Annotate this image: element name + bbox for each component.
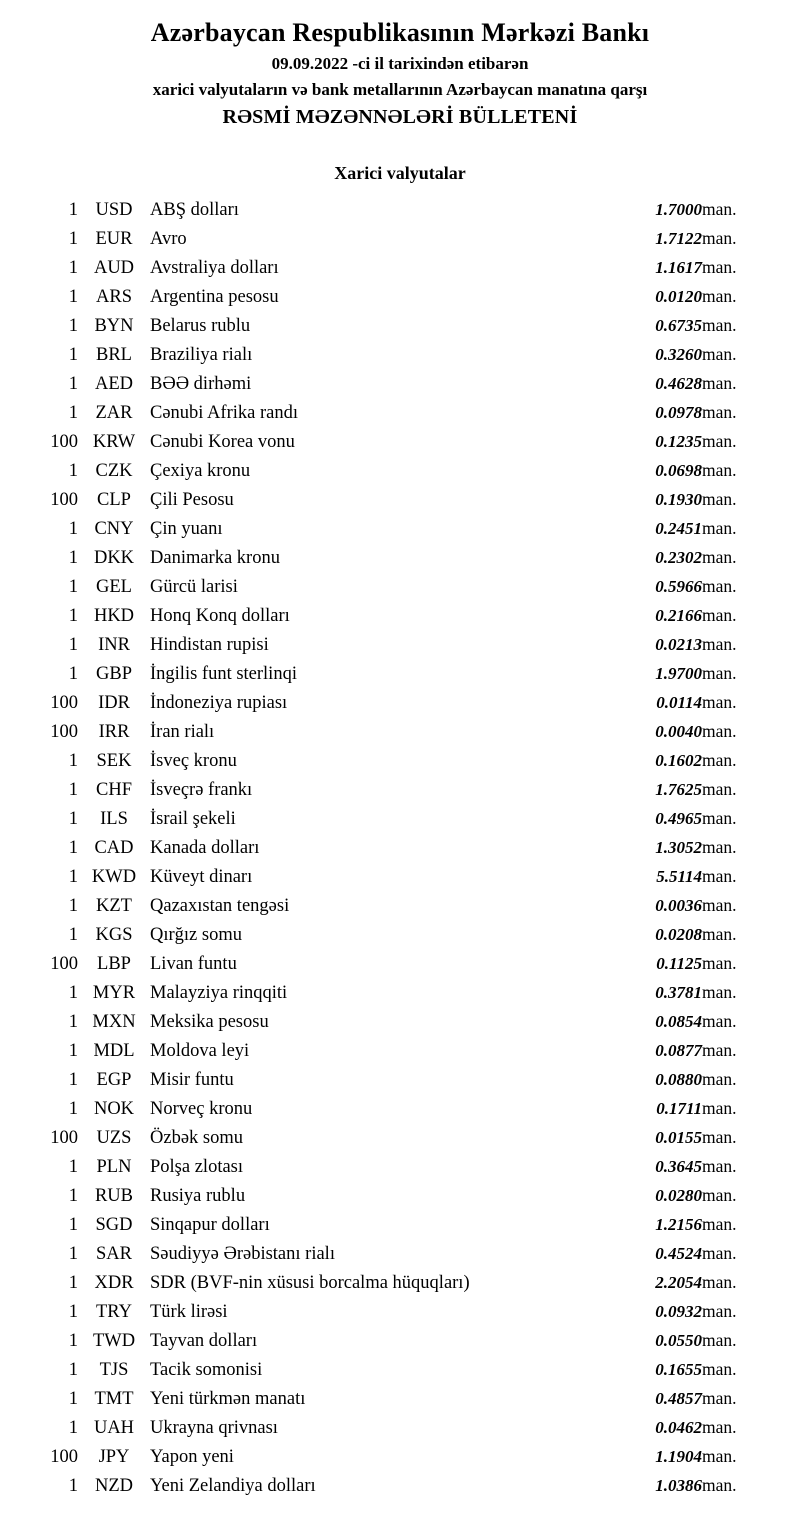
currency-amount: 100 <box>50 692 78 713</box>
currency-code: AUD <box>93 257 135 278</box>
currency-amount: 1 <box>68 1301 78 1322</box>
table-row <box>20 1443 780 1472</box>
table-row <box>20 805 780 834</box>
currency-code: BYN <box>94 315 134 336</box>
currency-name: Türk lirəsi <box>150 1301 228 1322</box>
currency-unit-label: man. <box>702 1155 737 1176</box>
currency-name: Yeni türkmən manatı <box>150 1388 306 1409</box>
currency-name: Kanada dolları <box>150 837 260 858</box>
currency-unit-label: man. <box>702 1097 737 1118</box>
currency-rate-value: 0.0114 <box>656 692 702 712</box>
currency-rate-value: 5.5114 <box>656 866 702 886</box>
currency-name: Polşa zlotası <box>150 1156 244 1177</box>
document-subtitle: xarici valyutaların və bank metallarının Azərbaycan manatına qarşı <box>152 79 648 99</box>
currency-amount: 1 <box>68 1359 78 1380</box>
currency-amount: 1 <box>68 779 78 800</box>
table-row <box>20 1211 780 1240</box>
currency-unit-label: man. <box>702 488 737 509</box>
currency-code: CHF <box>96 779 132 800</box>
currency-amount: 1 <box>68 605 78 626</box>
currency-unit-label: man. <box>702 720 737 741</box>
currency-name: Tacik somonisi <box>150 1359 263 1380</box>
currency-unit-label: man. <box>702 1416 737 1437</box>
table-row <box>20 834 780 863</box>
currency-name: Honq Konq dolları <box>150 605 290 626</box>
currency-amount: 1 <box>68 344 78 365</box>
table-row <box>20 312 780 341</box>
currency-name: Livan funtu <box>150 953 237 974</box>
currency-name: BƏƏ dirhəmi <box>150 373 252 394</box>
table-row <box>20 660 780 689</box>
currency-amount: 1 <box>68 982 78 1003</box>
currency-name: Çexiya kronu <box>150 460 251 481</box>
currency-rate-value: 0.0698 <box>655 460 702 480</box>
currency-code: MYR <box>92 982 136 1003</box>
currency-unit-label: man. <box>702 1126 737 1147</box>
currency-rate-value: 0.0036 <box>655 895 702 915</box>
currency-code: GEL <box>96 576 132 597</box>
currency-name: Norveç kronu <box>150 1098 253 1119</box>
currency-amount: 1 <box>68 1098 78 1119</box>
currency-code: ZAR <box>95 402 133 423</box>
currency-unit-label: man. <box>702 1242 737 1263</box>
currency-unit-label: man. <box>702 691 737 712</box>
currency-code: CLP <box>97 489 131 510</box>
currency-code: INR <box>98 634 130 655</box>
currency-unit-label: man. <box>702 749 737 770</box>
currency-rate-value: 0.2302 <box>655 547 702 567</box>
currency-amount: 1 <box>68 228 78 249</box>
table-row <box>20 1240 780 1269</box>
currency-rate-value: 0.0213 <box>655 634 702 654</box>
currency-name: Moldova leyi <box>150 1040 250 1061</box>
currency-rate-value: 0.1930 <box>655 489 702 509</box>
bulletin-heading: RƏSMİ MƏZƏNNƏLƏRİ BÜLLETENİ <box>222 105 578 128</box>
currency-code: CNY <box>94 518 134 539</box>
currency-amount: 100 <box>50 1127 78 1148</box>
table-row <box>20 1269 780 1298</box>
currency-unit-label: man. <box>702 981 737 1002</box>
currency-rate-value: 0.1711 <box>656 1098 702 1118</box>
currency-rate-value: 1.2156 <box>655 1214 702 1234</box>
table-row <box>20 863 780 892</box>
table-row <box>20 921 780 950</box>
table-row <box>20 225 780 254</box>
table-row <box>20 892 780 921</box>
table-row <box>20 457 780 486</box>
currency-code: ARS <box>96 286 132 307</box>
currency-unit-label: man. <box>702 1445 737 1466</box>
currency-rate-value: 0.0208 <box>655 924 702 944</box>
currency-code: HKD <box>93 605 135 626</box>
currency-amount: 100 <box>50 431 78 452</box>
currency-name: İsveçrə frankı <box>150 779 253 800</box>
table-row <box>20 1356 780 1385</box>
currency-amount: 1 <box>68 924 78 945</box>
currency-rate-value: 0.3781 <box>655 982 702 1002</box>
currency-name: Malayziya rinqqiti <box>150 982 288 1003</box>
currency-rate-value: 0.0978 <box>655 402 702 422</box>
table-row <box>20 486 780 515</box>
currency-name: Argentina pesosu <box>150 286 279 307</box>
currency-amount: 1 <box>68 1156 78 1177</box>
currency-unit-label: man. <box>702 807 737 828</box>
table-row <box>20 428 780 457</box>
table-row <box>20 776 780 805</box>
currency-unit-label: man. <box>702 1271 737 1292</box>
currency-name: Cənubi Afrika randı <box>150 402 298 423</box>
currency-code: XDR <box>94 1272 134 1293</box>
document-header <box>0 18 800 129</box>
table-row <box>20 1124 780 1153</box>
currency-name: Sinqapur dolları <box>150 1214 270 1235</box>
currency-rate-value: 1.1617 <box>655 257 702 277</box>
currency-name: Avstraliya dolları <box>150 257 279 278</box>
currency-rate-value: 1.7625 <box>655 779 702 799</box>
currency-code: NZD <box>94 1475 134 1496</box>
currency-name: Meksika pesosu <box>150 1011 269 1032</box>
table-row <box>20 399 780 428</box>
currency-name: Çin yuanı <box>150 518 223 539</box>
currency-unit-label: man. <box>702 952 737 973</box>
currency-rate-value: 1.3052 <box>655 837 702 857</box>
currency-amount: 1 <box>68 402 78 423</box>
currency-name: Gürcü larisi <box>150 576 238 597</box>
table-row <box>20 1153 780 1182</box>
currency-code: SAR <box>96 1243 132 1264</box>
currency-amount: 1 <box>68 576 78 597</box>
table-row <box>20 1298 780 1327</box>
currency-rate-value: 0.0280 <box>655 1185 702 1205</box>
currency-name: ABŞ dolları <box>150 199 239 220</box>
currency-name: Küveyt dinarı <box>150 866 253 887</box>
effective-date-line: 09.09.2022 -ci il tarixindən etibarən <box>271 53 529 73</box>
currency-rate-value: 0.4857 <box>655 1388 702 1408</box>
currency-code: KZT <box>96 895 132 916</box>
currency-name: Çili Pesosu <box>150 489 234 510</box>
currency-code: IRR <box>98 721 130 742</box>
currency-unit-label: man. <box>702 923 737 944</box>
currency-rate-value: 0.4628 <box>655 373 702 393</box>
currency-code: LBP <box>97 953 131 974</box>
currency-rate-value: 0.2166 <box>655 605 702 625</box>
table-row <box>20 1008 780 1037</box>
currency-unit-label: man. <box>702 1474 737 1495</box>
currency-rates-table <box>20 196 780 1501</box>
currency-code: AED <box>94 373 134 394</box>
currency-rate-value: 1.7122 <box>655 228 702 248</box>
currency-amount: 1 <box>68 547 78 568</box>
currency-unit-label: man. <box>702 401 737 422</box>
currency-amount: 1 <box>68 1185 78 1206</box>
currency-code: SGD <box>95 1214 133 1235</box>
currency-rate-value: 0.6735 <box>655 315 702 335</box>
currency-amount: 1 <box>68 257 78 278</box>
currency-rate-value: 0.5966 <box>655 576 702 596</box>
currency-code: CZK <box>95 460 133 481</box>
table-row <box>20 196 780 225</box>
currency-code: BRL <box>96 344 132 365</box>
currency-rate-value: 0.1602 <box>655 750 702 770</box>
currency-name: Qazaxıstan tengəsi <box>150 895 290 916</box>
currency-unit-label: man. <box>702 256 737 277</box>
currency-code: TJS <box>99 1359 129 1380</box>
currency-amount: 1 <box>68 286 78 307</box>
currency-rate-value: 0.0854 <box>655 1011 702 1031</box>
currency-amount: 1 <box>68 1272 78 1293</box>
table-row <box>20 950 780 979</box>
currency-name: Hindistan rupisi <box>150 634 269 655</box>
currency-rate-value: 0.0120 <box>655 286 702 306</box>
table-row <box>20 544 780 573</box>
currency-rate-value: 0.4524 <box>655 1243 702 1263</box>
currency-unit-label: man. <box>702 836 737 857</box>
currency-amount: 1 <box>68 837 78 858</box>
currency-rate-value: 1.0386 <box>655 1475 702 1495</box>
currency-rate-value: 0.0462 <box>655 1417 702 1437</box>
currency-rate-value: 0.0877 <box>655 1040 702 1060</box>
currency-amount: 1 <box>68 895 78 916</box>
currency-name: Cənubi Korea vonu <box>150 431 295 452</box>
currency-code: JPY <box>98 1446 130 1467</box>
currency-unit-label: man. <box>702 575 737 596</box>
table-row <box>20 1414 780 1443</box>
currency-name: Avro <box>150 228 187 249</box>
currency-code: EGP <box>96 1069 132 1090</box>
table-row <box>20 1472 780 1501</box>
table-row <box>20 515 780 544</box>
currency-unit-label: man. <box>702 517 737 538</box>
currency-amount: 1 <box>68 866 78 887</box>
currency-name: Yeni Zelandiya dolları <box>150 1475 316 1496</box>
currency-rate-value: 0.0550 <box>655 1330 702 1350</box>
page-title: Azərbaycan Respublikasının Mərkəzi Bankı <box>150 18 650 47</box>
currency-name: İndoneziya rupiası <box>150 692 288 713</box>
table-row <box>20 602 780 631</box>
currency-code: RUB <box>94 1185 134 1206</box>
currency-rate-value: 0.4965 <box>655 808 702 828</box>
table-row <box>20 1327 780 1356</box>
currency-name: Danimarka kronu <box>150 547 280 568</box>
currency-amount: 1 <box>68 1069 78 1090</box>
currency-amount: 1 <box>68 1214 78 1235</box>
currency-amount: 1 <box>68 1388 78 1409</box>
currency-amount: 100 <box>50 953 78 974</box>
currency-unit-label: man. <box>702 1039 737 1060</box>
currency-code: ILS <box>100 808 128 829</box>
currency-rate-value: 0.0040 <box>655 721 702 741</box>
currency-name: İngilis funt sterlinqi <box>150 663 297 684</box>
table-row <box>20 1066 780 1095</box>
currency-unit-label: man. <box>702 865 737 886</box>
currency-code: MDL <box>93 1040 135 1061</box>
currency-unit-label: man. <box>702 1184 737 1205</box>
currency-unit-label: man. <box>702 198 737 219</box>
currency-unit-label: man. <box>702 778 737 799</box>
currency-unit-label: man. <box>702 314 737 335</box>
table-row <box>20 283 780 312</box>
table-row <box>20 254 780 283</box>
currency-amount: 1 <box>68 373 78 394</box>
currency-unit-label: man. <box>702 285 737 306</box>
currency-unit-label: man. <box>702 894 737 915</box>
currency-unit-label: man. <box>702 1010 737 1031</box>
currency-rate-value: 0.1235 <box>655 431 702 451</box>
table-row <box>20 747 780 776</box>
currency-unit-label: man. <box>702 662 737 683</box>
currency-code: UZS <box>96 1127 132 1148</box>
currency-code: TRY <box>96 1301 132 1322</box>
currency-name: Misir funtu <box>150 1069 234 1090</box>
currency-unit-label: man. <box>702 430 737 451</box>
currency-rate-value: 0.1655 <box>655 1359 702 1379</box>
table-row <box>20 1385 780 1414</box>
currency-code: TWD <box>92 1330 136 1351</box>
currency-amount: 1 <box>68 315 78 336</box>
currency-name: Səudiyyə Ərəbistanı rialı <box>150 1243 335 1264</box>
currency-amount: 100 <box>50 721 78 742</box>
table-row <box>20 370 780 399</box>
currency-rate-value: 0.3260 <box>655 344 702 364</box>
currency-name: İsrail şekeli <box>150 808 236 829</box>
currency-code: MXN <box>92 1011 136 1032</box>
currency-amount: 1 <box>68 1011 78 1032</box>
currency-code: PLN <box>96 1156 132 1177</box>
currency-unit-label: man. <box>702 227 737 248</box>
currency-unit-label: man. <box>702 1300 737 1321</box>
currency-name: İran rialı <box>150 721 215 742</box>
currency-unit-label: man. <box>702 372 737 393</box>
section-title-foreign-currencies: Xarici valyutalar <box>334 162 466 183</box>
currency-amount: 1 <box>68 634 78 655</box>
currency-amount: 1 <box>68 460 78 481</box>
table-row <box>20 1095 780 1124</box>
currency-unit-label: man. <box>702 459 737 480</box>
currency-amount: 1 <box>68 808 78 829</box>
currency-unit-label: man. <box>702 1387 737 1408</box>
currency-rate-value: 0.3645 <box>655 1156 702 1176</box>
currency-unit-label: man. <box>702 1068 737 1089</box>
table-row <box>20 979 780 1008</box>
currency-amount: 1 <box>68 1330 78 1351</box>
currency-code: USD <box>95 199 133 220</box>
currency-code: KWD <box>91 866 137 887</box>
table-row <box>20 1182 780 1211</box>
currency-unit-label: man. <box>702 1213 737 1234</box>
table-row <box>20 1037 780 1066</box>
currency-code: KGS <box>95 924 133 945</box>
currency-code: NOK <box>93 1098 135 1119</box>
currency-name: Belarus rublu <box>150 315 251 336</box>
currency-amount: 100 <box>50 1446 78 1467</box>
currency-code: IDR <box>98 692 130 713</box>
currency-amount: 1 <box>68 1475 78 1496</box>
currency-rate-value: 1.7000 <box>655 199 702 219</box>
currency-unit-label: man. <box>702 343 737 364</box>
currency-unit-label: man. <box>702 1329 737 1350</box>
currency-amount: 1 <box>68 518 78 539</box>
currency-unit-label: man. <box>702 546 737 567</box>
currency-name: Tayvan dolları <box>150 1330 258 1351</box>
currency-unit-label: man. <box>702 633 737 654</box>
currency-name: SDR (BVF-nin xüsusi borcalma hüquqları) <box>150 1272 470 1293</box>
currency-rate-value: 0.1125 <box>656 953 702 973</box>
currency-code: TMT <box>94 1388 134 1409</box>
currency-amount: 1 <box>68 1040 78 1061</box>
currency-amount: 1 <box>68 750 78 771</box>
currency-code: KRW <box>92 431 136 452</box>
currency-rate-value: 0.0880 <box>655 1069 702 1089</box>
currency-rate-value: 0.0155 <box>655 1127 702 1147</box>
currency-code: UAH <box>93 1417 135 1438</box>
currency-name: Yapon yeni <box>150 1446 234 1467</box>
currency-rate-value: 2.2054 <box>655 1272 702 1292</box>
currency-name: İsveç kronu <box>150 750 237 771</box>
currency-name: Rusiya rublu <box>150 1185 246 1206</box>
currency-code: CAD <box>94 837 134 858</box>
table-row <box>20 573 780 602</box>
currency-rate-value: 0.0932 <box>655 1301 702 1321</box>
currency-amount: 1 <box>68 199 78 220</box>
table-row <box>20 718 780 747</box>
currency-unit-label: man. <box>702 604 737 625</box>
currency-rate-value: 0.2451 <box>655 518 702 538</box>
table-row <box>20 341 780 370</box>
currency-amount: 1 <box>68 663 78 684</box>
currency-code: SEK <box>96 750 132 771</box>
currency-code: GBP <box>96 663 132 684</box>
currency-code: DKK <box>93 547 135 568</box>
currency-code: EUR <box>95 228 133 249</box>
currency-rate-value: 1.1904 <box>655 1446 702 1466</box>
currency-name: Özbək somu <box>150 1127 243 1148</box>
currency-amount: 100 <box>50 489 78 510</box>
currency-amount: 1 <box>68 1417 78 1438</box>
currency-name: Qırğız somu <box>150 924 242 945</box>
currency-rate-value: 1.9700 <box>655 663 702 683</box>
currency-name: Braziliya rialı <box>150 344 253 365</box>
currency-amount: 1 <box>68 1243 78 1264</box>
table-row <box>20 631 780 660</box>
currency-name: Ukrayna qrivnası <box>150 1417 278 1438</box>
table-row <box>20 689 780 718</box>
currency-unit-label: man. <box>702 1358 737 1379</box>
